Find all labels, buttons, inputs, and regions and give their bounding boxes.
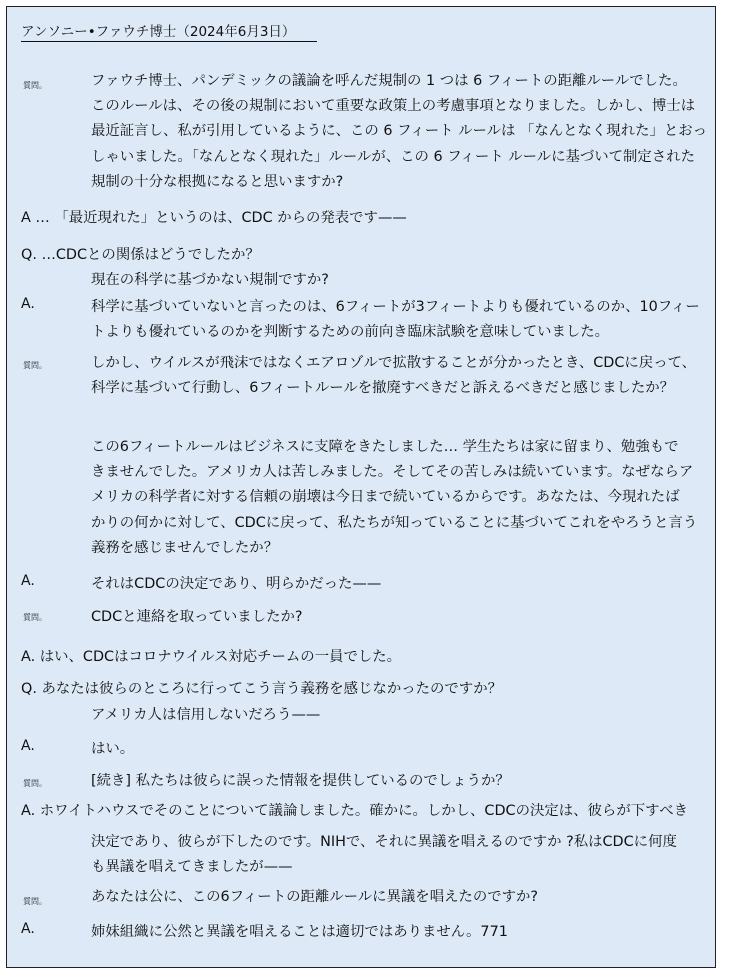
q1-line: 規制の十分な根拠になると思いますか?	[91, 173, 344, 190]
answer-7: 姉妹組織に公然と異議を唱えることは適切ではありません。771	[91, 924, 508, 940]
question-5: Q. あなたは彼らのところに行ってこう言う義務を感じなかったのですか？	[21, 681, 502, 697]
answer-3: それはCDCの決定であり、明らかだった——	[91, 576, 382, 592]
a2-line: 科学に基づいていないと言ったのは、6フィートが3フィートよりも優れているのか、10フィー	[91, 299, 700, 315]
question-1	[91, 69, 707, 195]
question-label: 質問。	[23, 897, 47, 906]
q1-line: 最近証言し、私が引用しているように、この 6 フィート ルールは 「なんとなく現れた」とおっ	[91, 123, 708, 140]
q3b-line: メリカの科学者に対する信頼の崩壊は今日まで続いているからです。あなたは、今現れたば	[91, 489, 680, 506]
answer-2	[91, 295, 700, 345]
question-3-cont	[91, 435, 697, 561]
question-5-cont: アメリカ人は信用しないだろう——	[91, 707, 321, 723]
transcript-page	[6, 6, 716, 968]
question-6: [続き] 私たちは彼らに誤った情報を提供しているのでしょうか？	[91, 773, 510, 789]
question-4: CDCと連絡を取っていましたか?	[91, 609, 303, 625]
question-label: 質問。	[23, 779, 47, 788]
question-label: 質問。	[23, 81, 47, 90]
q1-line: このルールは、その後の規制において重要な政策上の考慮事項となりました。しかし、博士は	[91, 98, 696, 115]
answer-label: A.	[21, 296, 35, 312]
a2-line: トよりも優れているのかを判断するための前向き臨床試験を意味していました。	[91, 324, 610, 341]
answer-label: A.	[21, 573, 35, 589]
answer-6-cont	[91, 830, 677, 880]
question-2-cont: 現在の科学に基づかない規制ですか?	[91, 272, 329, 288]
a6-line: も異議を唱えてきましたが——	[91, 859, 293, 876]
question-label: 質問。	[23, 361, 47, 370]
answer-4: A. はい、CDCはコロナウイルス対応チームの一員でした。	[21, 649, 402, 665]
q1-line: しゃいました。「なんとなく現れた」ルールが、この 6 フィート ルールに基づいて制定された	[91, 148, 695, 165]
question-7: あなたは公に、この6フィートの距離ルールに異議を唱えたのですか?	[91, 889, 539, 905]
q3b-line: この6フィートルールはビジネスに支障をきたしました… 学生たちは家に留まり、勉強もで	[91, 439, 679, 455]
a6-line: 決定であり、彼らが下したのです。NIHで、それに異議を唱えるのですか ?私はCDCに何度	[91, 834, 677, 850]
question-2: Q. …CDCとの関係はどうでしたか？	[21, 247, 260, 263]
page-title: アンソニー•ファウチ博士（2024年6月3日）	[21, 20, 317, 42]
answer-1: A … 「最近現れた」というのは、CDC からの発表です——	[21, 210, 407, 226]
answer-label: A.	[21, 921, 35, 937]
q3-line: しかし、ウイルスが飛沫ではなくエアロゾルで拡散することが分かったとき、CDCに戻って、	[91, 355, 697, 371]
q3b-line: かりの何かに対して、CDCに戻って、私たちが知っていることに基づいてこれをやろうと言う	[91, 514, 698, 531]
q1-line: ファウチ博士、パンデミックの議論を呼んだ規制の 1 つは 6 フィートの距離ルールでした。	[91, 73, 687, 89]
answer-label: A.	[21, 738, 35, 754]
answer-6: A. ホワイトハウスでそのことについて議論しました。確かに。しかし、CDCの決定は、彼らが下すべき	[21, 803, 688, 819]
answer-5: はい。	[91, 741, 135, 757]
q3-line: 科学に基づいて行動し、6フィートルールを撤廃すべきだと訴えるべきだと感じましたか？	[91, 380, 675, 397]
q3b-line: 義務を感じませんでしたか？	[91, 539, 279, 556]
question-label: 質問。	[23, 613, 47, 622]
q3b-line: きませんでした。アメリカ人は苦しみました。そしてその苦しみは続いています。なぜならア	[91, 464, 694, 481]
question-3	[91, 351, 696, 401]
